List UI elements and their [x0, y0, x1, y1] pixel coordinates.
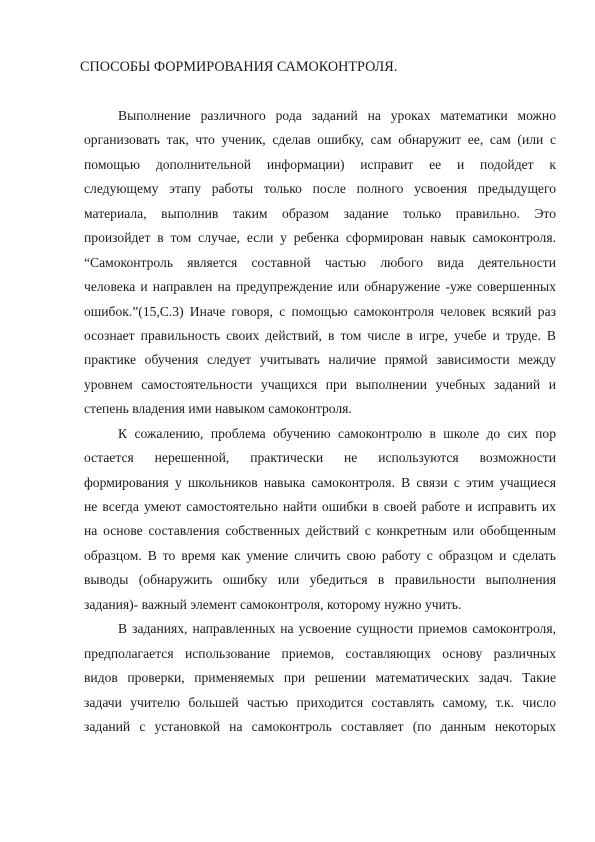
text-line: осознает правильность своих действий, в том числе в игре, учебе и труде. В: [84, 327, 556, 343]
body-text: [84, 104, 556, 739]
text-line: организовать так, что ученик, сделав ошибку, сам обнаружит ее, сам (или с: [84, 132, 556, 148]
page-title: СПОСОБЫ ФОРМИРОВАНИЯ САМОКОНТРОЛЯ.: [80, 59, 398, 75]
text-line: К сожалению, проблема обучению самоконтролю в школе до сих пор: [118, 425, 556, 441]
text-line: формирования у школьников навыка самоконтроля. В связи с этим учащиеся: [84, 474, 556, 490]
text-line: остается нерешенной, практически не используются возможности: [84, 450, 556, 466]
text-line: выводы (обнаружить ошибку или убедиться в правильности выполнения: [84, 572, 556, 588]
text-line: задания)- важный элемент самоконтроля, которому нужно учить.: [84, 596, 462, 612]
text-line: практике обучения следует учитывать наличие прямой зависимости между: [84, 352, 556, 368]
text-line: задачи учителю большей частью приходится составлять самому, т.к. число: [84, 694, 556, 710]
text-line: Выполнение различного рода заданий на уроках математики можно: [118, 108, 556, 123]
text-line: ошибок.”(15,С.3) Иначе говоря, с помощью самоконтроля человек всякий раз: [84, 303, 556, 319]
text-line: образцом. В то время как умение сличить свою работу с образцом и сделать: [84, 547, 556, 563]
text-line: заданий с установкой на самоконтроль составляет (по данным некоторых: [84, 718, 556, 734]
text-line: человека и направлен на предупреждение или обнаружение -уже совершенных: [84, 279, 556, 295]
text-line: предполагается использование приемов, составляющих основу различных: [84, 645, 556, 661]
text-line: следующему этапу работы только после полного усвоения предыдущего: [84, 181, 556, 197]
text-line: материала, выполнив таким образом задание только правильно. Это: [84, 205, 556, 221]
text-line: на основе составления собственных действий с конкретным или обобщенным: [84, 523, 556, 539]
text-line: помощью дополнительной информации) исправит ее и подойдет к: [84, 156, 556, 172]
text-line: не всегда умеют самостоятельно найти ошибки в своей работе и исправить их: [84, 499, 556, 514]
text-line: видов проверки, применяемых при решении математических задач. Такие: [84, 670, 556, 686]
text-line: уровнем самостоятельности учащихся при выполнении учебных заданий и: [84, 376, 556, 392]
text-line: произойдет в том случае, если у ребенка сформирован навык самоконтроля.: [84, 230, 556, 246]
text-line: “Самоконтроль является составной частью любого вида деятельности: [84, 254, 556, 270]
text-line: степень владения ими навыком самоконтроля.: [84, 401, 352, 417]
text-line: В заданиях, направленных на усвоение сущности приемов самоконтроля,: [118, 621, 556, 637]
